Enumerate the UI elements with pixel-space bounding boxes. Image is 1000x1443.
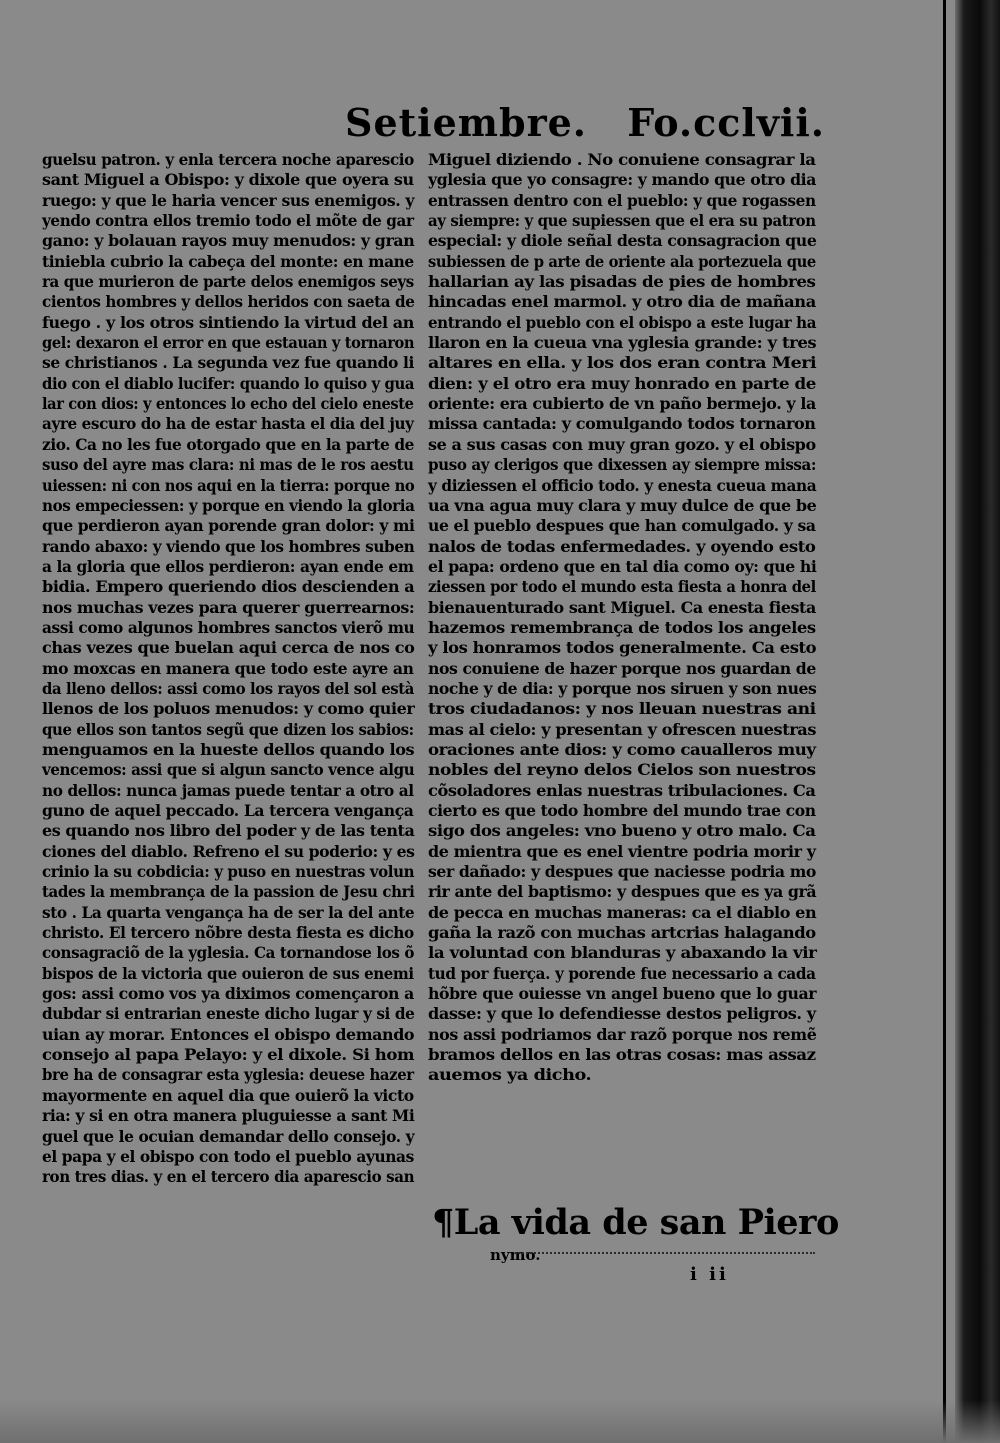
section-heading [432,1200,839,1246]
text-line: gel: dexaron el error en que estauan y tornaron [42,334,415,353]
text-line: guelsu patron. y enla tercera noche aparescio [42,151,414,169]
text-line: y los honramos todos generalmente. Ca esto [428,639,817,658]
left-text-column [42,150,414,1188]
text-line: auemos ya dicho. [428,1066,592,1085]
text-line: subiessen de p arte de oriente ala portezuela que [428,252,816,271]
text-line: ra que murieron de parte delos enemigos seys [42,273,414,292]
text-line: tiniebla cubrio la cabeça del monte: en mane [42,252,414,271]
text-line: hazemos remembrança de todos los angeles [428,618,816,637]
text-line: assi como algunos hombres sanctos vierõ mu [42,618,415,637]
text-line: se christianos . La segunda vez fue quando li [42,354,414,373]
text-line: zio. Ca no les fue otorgado que en la parte de [42,435,415,454]
text-line: ayre escuro do ha de estar hasta el dia del juy [42,415,414,434]
text-line: crinio la su cobdicia: y puso en nuestras volun [42,863,415,882]
text-line: ruego: y que le haria vencer sus enemigos. y [42,191,415,210]
text-line: especial: y diole señal desta consagracion que [428,232,817,251]
text-line: cierto es que todo hombre del mundo trae con [428,802,816,820]
text-line: chas vezes que buelan aqui cerca de nos co [42,639,415,658]
text-line: hõbre que ouiesse vn angel bueno que lo guar [428,985,817,1004]
text-line: ue el pueblo despues que han comulgado. y sa [428,517,816,536]
text-line: sant Miguel a Obispo: y dixole que oyera su [42,171,414,190]
text-line: bispos de la victoria que ouieron de sus enemi [42,964,414,983]
text-line: nos empeciessen: y porque en viendo la gloria [42,496,415,515]
text-line: a la gloria que ellos perdieron: ayan ende em [42,557,414,576]
text-line: se a sus casas con muy gran gozo. y el obispo [428,435,816,454]
text-line: de pecca en muchas maneras: ca el diablo en [428,903,817,922]
text-line: menguamos en la hueste dellos quando los [42,740,415,759]
text-line: no dellos: nunca jamas puede tentar a otro al [42,781,414,800]
text-line: Miguel diziendo . No conuiene consagrar la [428,151,816,169]
text-line: ziessen por todo el mundo esta fiesta a honra del [428,578,816,597]
text-line: bienauenturado sant Miguel. Ca enesta fiesta [428,598,816,617]
text-line: dio con el diablo lucifer: quando lo quiso y gua [42,374,415,393]
text-line: hallarian ay las pisadas de pies de hombres [428,273,816,292]
text-line: llenos de los poluos menudos: y como quier [42,700,415,719]
text-line: mas al cielo: y presentan y ofrescen nuestras [428,720,817,739]
text-line: vencemos: assi que si algun sancto vence algu [42,761,415,780]
text-line: bidia. Empero queriendo dios descienden a [42,578,415,597]
text-line: puso ay clerigos que dixessen ay siempre missa: [428,456,817,475]
paragraph-mark-icon: ¶ [432,1202,454,1243]
text-line: rir ante del baptismo: y despues que es ya grã [428,883,817,902]
text-line: oraciones ante dios: y como caualleros muy [428,740,816,759]
text-line: fuego . y los otros sintiendo la virtud del an [42,313,414,332]
text-line: consejo al papa Pelayo: y el dixole. Si hom [42,1046,415,1065]
text-line: ay siempre: y que supiessen que el era su patron [428,212,816,231]
text-line: gaña la razõ con muchas artcrias halagando [428,924,816,943]
text-line: oriente: era cubierto de vn paño bermejo. y la [428,395,816,414]
text-line: dasse: y que lo defendiesse destos peligros. y [428,1005,816,1024]
text-line: y diziessen el officio todo. y enesta cueua mana [428,476,817,495]
text-line: missa cantada: y comulgando todos tornaron [428,415,816,434]
text-line: bramos dellos en las otras cosas: mas assaz [428,1046,816,1065]
text-line: noche y de dia: y porque nos siruen y son nues [428,679,817,698]
text-line: ser dañado: y despues que naciesse podria mo [428,863,816,882]
text-line: suso del ayre mas clara: ni mas de le ros aestu [42,456,414,475]
text-line: mo moxcas en manera que todo este ayre an [42,659,414,678]
text-line: tros ciudadanos: y nos lleuan nuestras ani [428,700,816,719]
text-line: christo. El tercero nõbre desta fiesta es dicho [42,924,414,943]
text-line: lar con dios: y entonces lo echo del cielo eneste [42,395,414,414]
text-line: dubdar si entrarian eneste dicho lugar y si de [42,1005,415,1024]
text-line: la voluntad con blanduras y abaxando la vir [428,944,817,963]
folio-number: Fo.cclvii. [627,100,825,145]
text-line: cõsoladores enlas nuestras tribulaciones. Ca [428,781,816,800]
text-line: llaron en la cueua vna yglesia grande: y tres [428,334,817,353]
text-line: el papa y el obispo con todo el pueblo ayunas [42,1147,414,1166]
text-line: cientos hombres y dellos heridos con saeta de [42,293,415,312]
text-line: entrando el pueblo con el obispo a este lugar ha [428,313,817,332]
binding-edge-line [943,0,946,1443]
text-line: guno de aquel peccado. La tercera vengança [42,802,414,820]
printer-signature-mark: i ii [690,1264,729,1285]
text-line: que perdieron ayan porende gran dolor: y mi [42,517,415,536]
text-line: nobles del reyno delos Cielos son nuestros [428,761,816,780]
text-line: que ellos son tantos segũ que dizen los sabios: [42,720,414,739]
text-line: dien: y el otro era muy honrado en parte de [428,374,816,393]
dotted-leader [515,1252,815,1256]
text-line: bre ha de consagrar esta yglesia: deuese hazer [42,1066,414,1085]
text-line: uiessen: ni con nos aqui en la tierra: porque no [42,476,415,495]
text-line: gos: assi como vos ya diximos començaron a [42,985,414,1004]
text-line: ua vna agua muy clara y muy dulce de que be [428,496,817,515]
text-line: gano: y bolauan rayos muy menudos: y gran [42,232,415,251]
binding-gutter [955,0,1000,1443]
text-line: ciones del diablo. Refreno el su poderio: y es [42,842,415,861]
text-line: altares en ella. y los dos eran contra Meri [428,354,817,373]
text-line: sto . La quarta vengança ha de ser la del ante [42,903,415,922]
text-line: rando abaxo: y viendo que los hombres suben [42,537,415,556]
page-bottom-shadow [0,1400,1000,1443]
text-line: tades la membrança de la passion de Jesu chri [42,883,415,902]
text-line: nos assi podriamos dar razõ porque nos remẽ [428,1025,817,1044]
text-line: nos conuiene de hazer porque nos guardan de [428,659,816,678]
section-heading-text: La vida de san Piero [453,1202,839,1243]
text-line: mayormente en aquel dia que ouierõ la victo [42,1086,414,1105]
text-line: entrassen dentro con el pueblo: y que rogassen [428,191,816,210]
text-line: da lleno dellos: assi como los rayos del sol està [42,679,414,698]
text-line: uian ay morar. Entonces el obispo demando [42,1025,415,1044]
text-line: es quando nos libro del poder y de las tenta [42,822,415,841]
text-line: ron tres dias. y en el tercero dia aparescio san [42,1168,415,1187]
running-head [345,100,825,150]
text-line: sigo dos angeles: vno bueno y otro malo. Ca [428,822,816,841]
running-head-title: Setiembre. [345,100,587,145]
text-line: tud por fuerça. y porende fue necessario a cada [428,964,816,983]
section-heading-continuation: nymo. [490,1246,541,1264]
text-line: consagraciõ de la yglesia. Ca tornandose los õ [42,944,415,963]
text-line: yendo contra ellos tremio todo el mõte de gar [42,212,414,231]
text-line: nos muchas vezes para querer guerrearnos: [42,598,415,617]
text-line: guel que le ocuian demandar dello consejo. y [42,1127,415,1146]
text-line: nalos de todas enfermedades. y oyendo esto [428,537,816,556]
text-line: ria: y si en otra manera pluguiesse a sant Mi [42,1107,415,1126]
text-line: el papa: ordeno que en tal dia como oy: que hi [428,557,817,576]
text-line: hincadas enel marmol. y otro dia de mañana [428,293,816,312]
right-text-column [428,150,818,1086]
text-line: yglesia que yo consagre: y mando que otro dia [428,171,816,190]
text-line: de mientra que es enel vientre podria morir y [428,842,816,861]
